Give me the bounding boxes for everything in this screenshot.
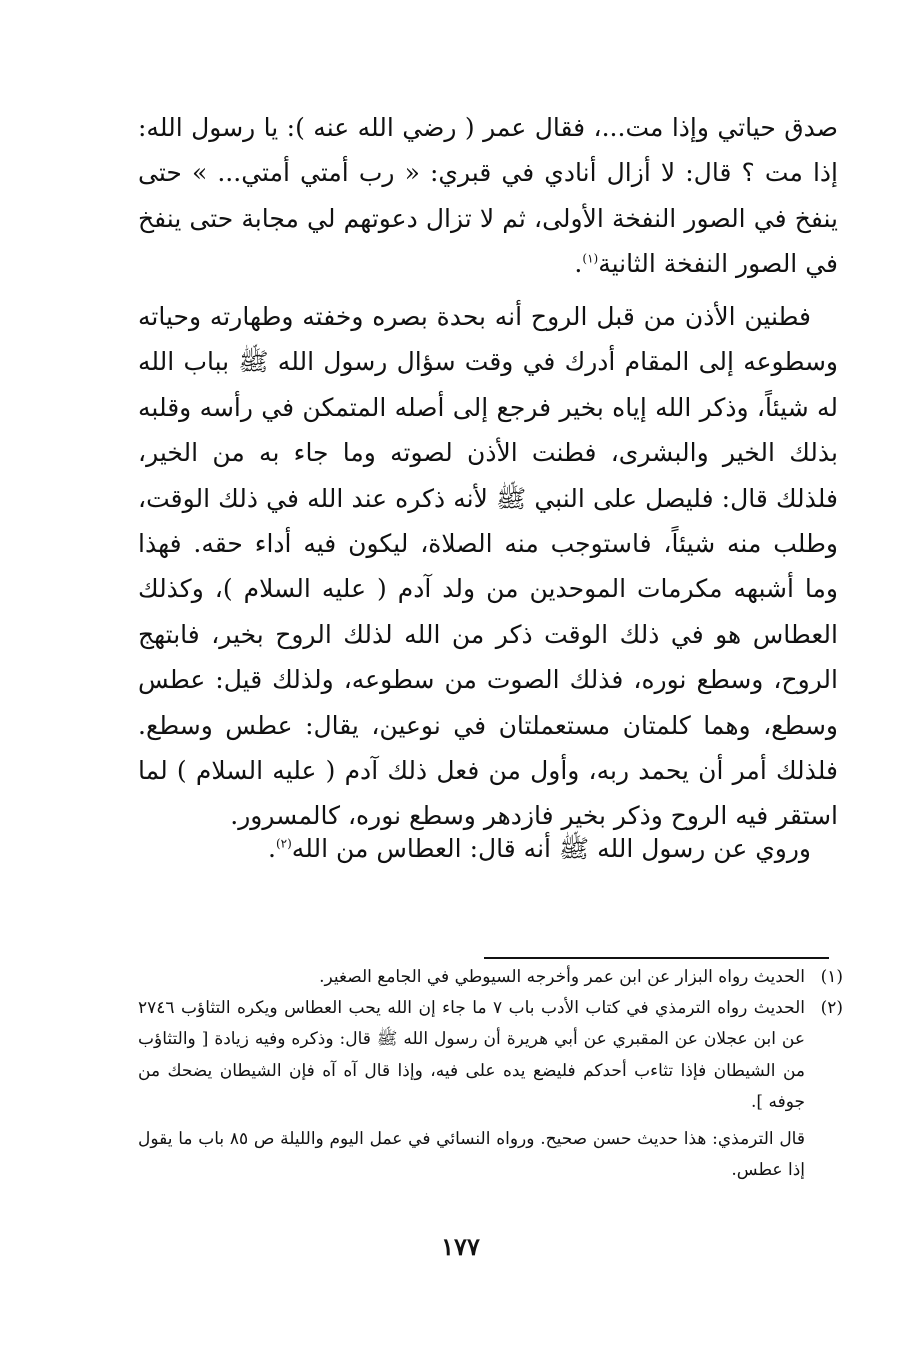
footnote-2-continuation: قال الترمذي: هذا حديث حسن صحيح. ورواه النسائي في عمل اليوم والليلة ص ٨٥ باب ما يقول إذا عطس.	[138, 1129, 805, 1181]
footnote-1	[138, 962, 843, 993]
paragraph-3-text: وروي عن رسول الله ﷺ أنه قال: العطاس من الله	[291, 834, 811, 863]
footnotes-section	[138, 962, 843, 1186]
footnote-2-text: الحديث رواه الترمذي في كتاب الأدب باب ٧ ما جاء إن الله يحب العطاس ويكره التثاؤب ٢٧٤٦ عن ابن عجلان عن المقبري عن أبي هريرة أن رسول الله ﷺ قال: وذكره وفيه زيادة [ والتثاؤب من الشيطان فإذا تثاءب أحدكم فليضع يده على فيه، وإذا قال آه آه فإن الشيطان يضحك من جوفه ].	[138, 998, 805, 1112]
paragraph-3-end: .	[268, 834, 276, 863]
paragraph-2-text: فطنين الأذن من قبل الروح أنه بحدة بصره وخفته وطهارته وحياته وسطوعه إلى المقام أدرك في وقت سؤال رسول الله ﷺ بباب الله له شيئاً، وذكر الله إياه بخير فرجع إلى أصله المتمكن في رأسه وقلبه بذلك الخير والبشرى، فطنت الأذن لصوته وما جاء به من الخير، فلذلك قال: فليصل على النبي ﷺ لأنه ذكره عند الله في ذلك الوقت، وطلب منه شيئاً، فاستوجب منه الصلاة، ليكون فيه أداء حقه. فهذا وما أشبهه مكرمات الموحدين من ولد آدم ( عليه السلام )، وكذلك العطاس هو في ذلك الوقت ذكر من الله لذلك الروح بخير، فابتهج الروح، وسطع نوره، فذلك الصوت من سطوعه، ولذلك قيل: عطس وسطع، وهما كلمتان مستعملتان في نوعين، يقال: عطس وسطع. فلذلك أمر أن يحمد ربه، وأول من فعل ذلك آدم ( عليه السلام ) لما استقر فيه الروح وذكر بخير فازدهر وسطع نوره، كالمسرور.	[138, 302, 838, 831]
paragraph-1-text: صدق حياتي وإذا مت...، فقال عمر ( رضي الله عنه ): يا رسول الله: إذا مت ؟ قال: لا أزال أنادي في قبري: « رب أمتي أمتي... » حتى ينفخ في الصور النفخة الأولى، ثم لا تزال دعوتهم لي مجابة حتى ينفخ في الصور النفخة الثانية	[138, 113, 838, 279]
footnote-ref-2: (٢)	[275, 836, 292, 851]
paragraph-1-end: .	[574, 249, 583, 279]
paragraph-3	[138, 826, 838, 871]
footnote-divider	[484, 957, 829, 959]
paragraph-2	[138, 294, 838, 839]
footnote-1-text: الحديث رواه البزار عن ابن عمر وأخرجه السيوطي في الجامع الصغير.	[319, 967, 805, 987]
footnote-2	[138, 993, 843, 1118]
footnote-1-number: (١)	[820, 967, 843, 987]
footnote-2-number: (٢)	[820, 998, 843, 1019]
paragraph-1	[138, 105, 838, 287]
footnote-ref-1: (١)	[582, 251, 599, 266]
page-number: ١٧٧	[441, 1232, 480, 1261]
